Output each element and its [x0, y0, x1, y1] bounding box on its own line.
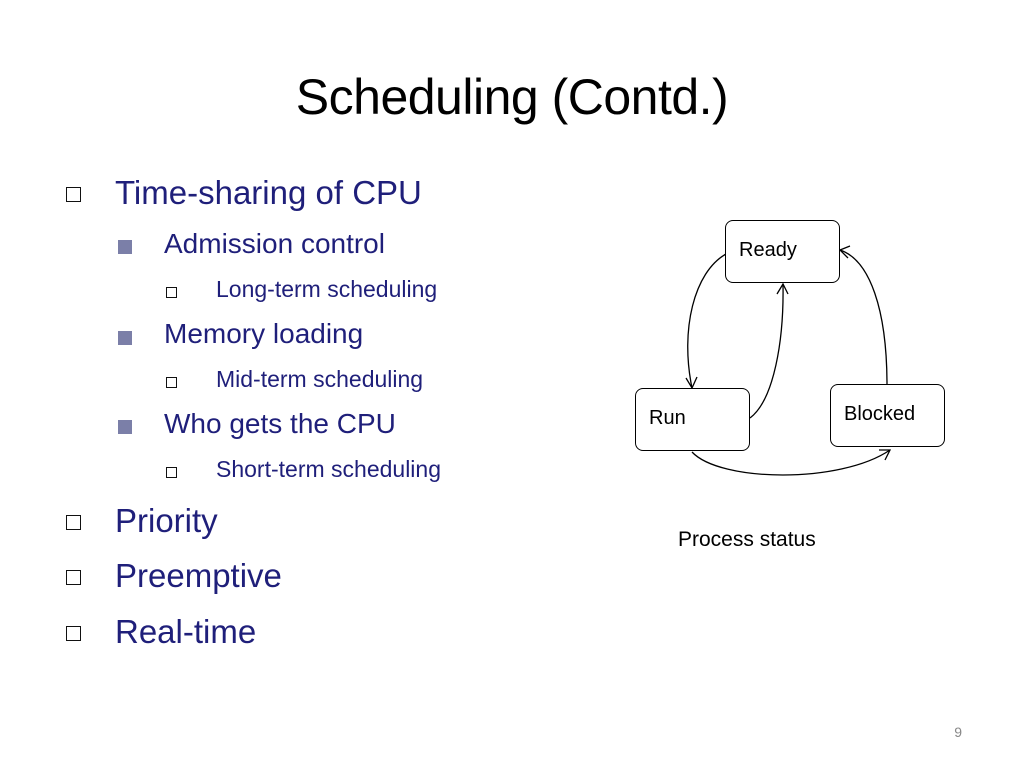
hollow-square-bullet-icon — [66, 187, 81, 202]
bullet-preemptive: Preemptive — [115, 557, 282, 594]
run-to-blocked-arrow — [692, 450, 890, 475]
hollow-square-bullet-icon — [66, 515, 81, 530]
bullet-priority: Priority — [115, 502, 218, 539]
run-to-ready-arrow — [750, 284, 783, 418]
bullet-memory-loading: Memory loading — [164, 318, 364, 349]
ready-state-node — [725, 220, 840, 283]
slide-title: Scheduling (Contd.) — [295, 69, 729, 125]
hollow-square-bullet-icon — [66, 570, 81, 585]
ready-state-label: Ready — [739, 239, 797, 261]
diagram-caption: Process status — [678, 528, 816, 551]
hollow-square-bullet-icon — [166, 377, 177, 388]
hollow-square-bullet-icon — [66, 626, 81, 641]
bullet-admission-control: Admission control — [164, 228, 385, 259]
blocked-state-node — [830, 384, 945, 447]
filled-square-bullet-icon — [118, 240, 132, 254]
bullet-time-sharing: Time-sharing of CPU — [115, 174, 422, 211]
bullet-short-term-scheduling: Short-term scheduling — [216, 456, 441, 482]
filled-square-bullet-icon — [118, 420, 132, 434]
run-state-label: Run — [649, 407, 686, 429]
page-number: 9 — [954, 724, 962, 740]
hollow-square-bullet-icon — [166, 467, 177, 478]
filled-square-bullet-icon — [118, 331, 132, 345]
process-state-diagram — [600, 200, 980, 580]
blocked-to-ready-arrow — [840, 250, 887, 385]
run-state-node — [635, 388, 750, 451]
ready-to-run-arrow — [688, 254, 726, 388]
hollow-square-bullet-icon — [166, 287, 177, 298]
bullet-who-gets-cpu: Who gets the CPU — [164, 408, 396, 439]
bullet-long-term-scheduling: Long-term scheduling — [216, 276, 438, 302]
bullet-real-time: Real-time — [115, 613, 257, 650]
bullet-mid-term-scheduling: Mid-term scheduling — [216, 366, 424, 392]
blocked-state-label: Blocked — [844, 403, 916, 425]
